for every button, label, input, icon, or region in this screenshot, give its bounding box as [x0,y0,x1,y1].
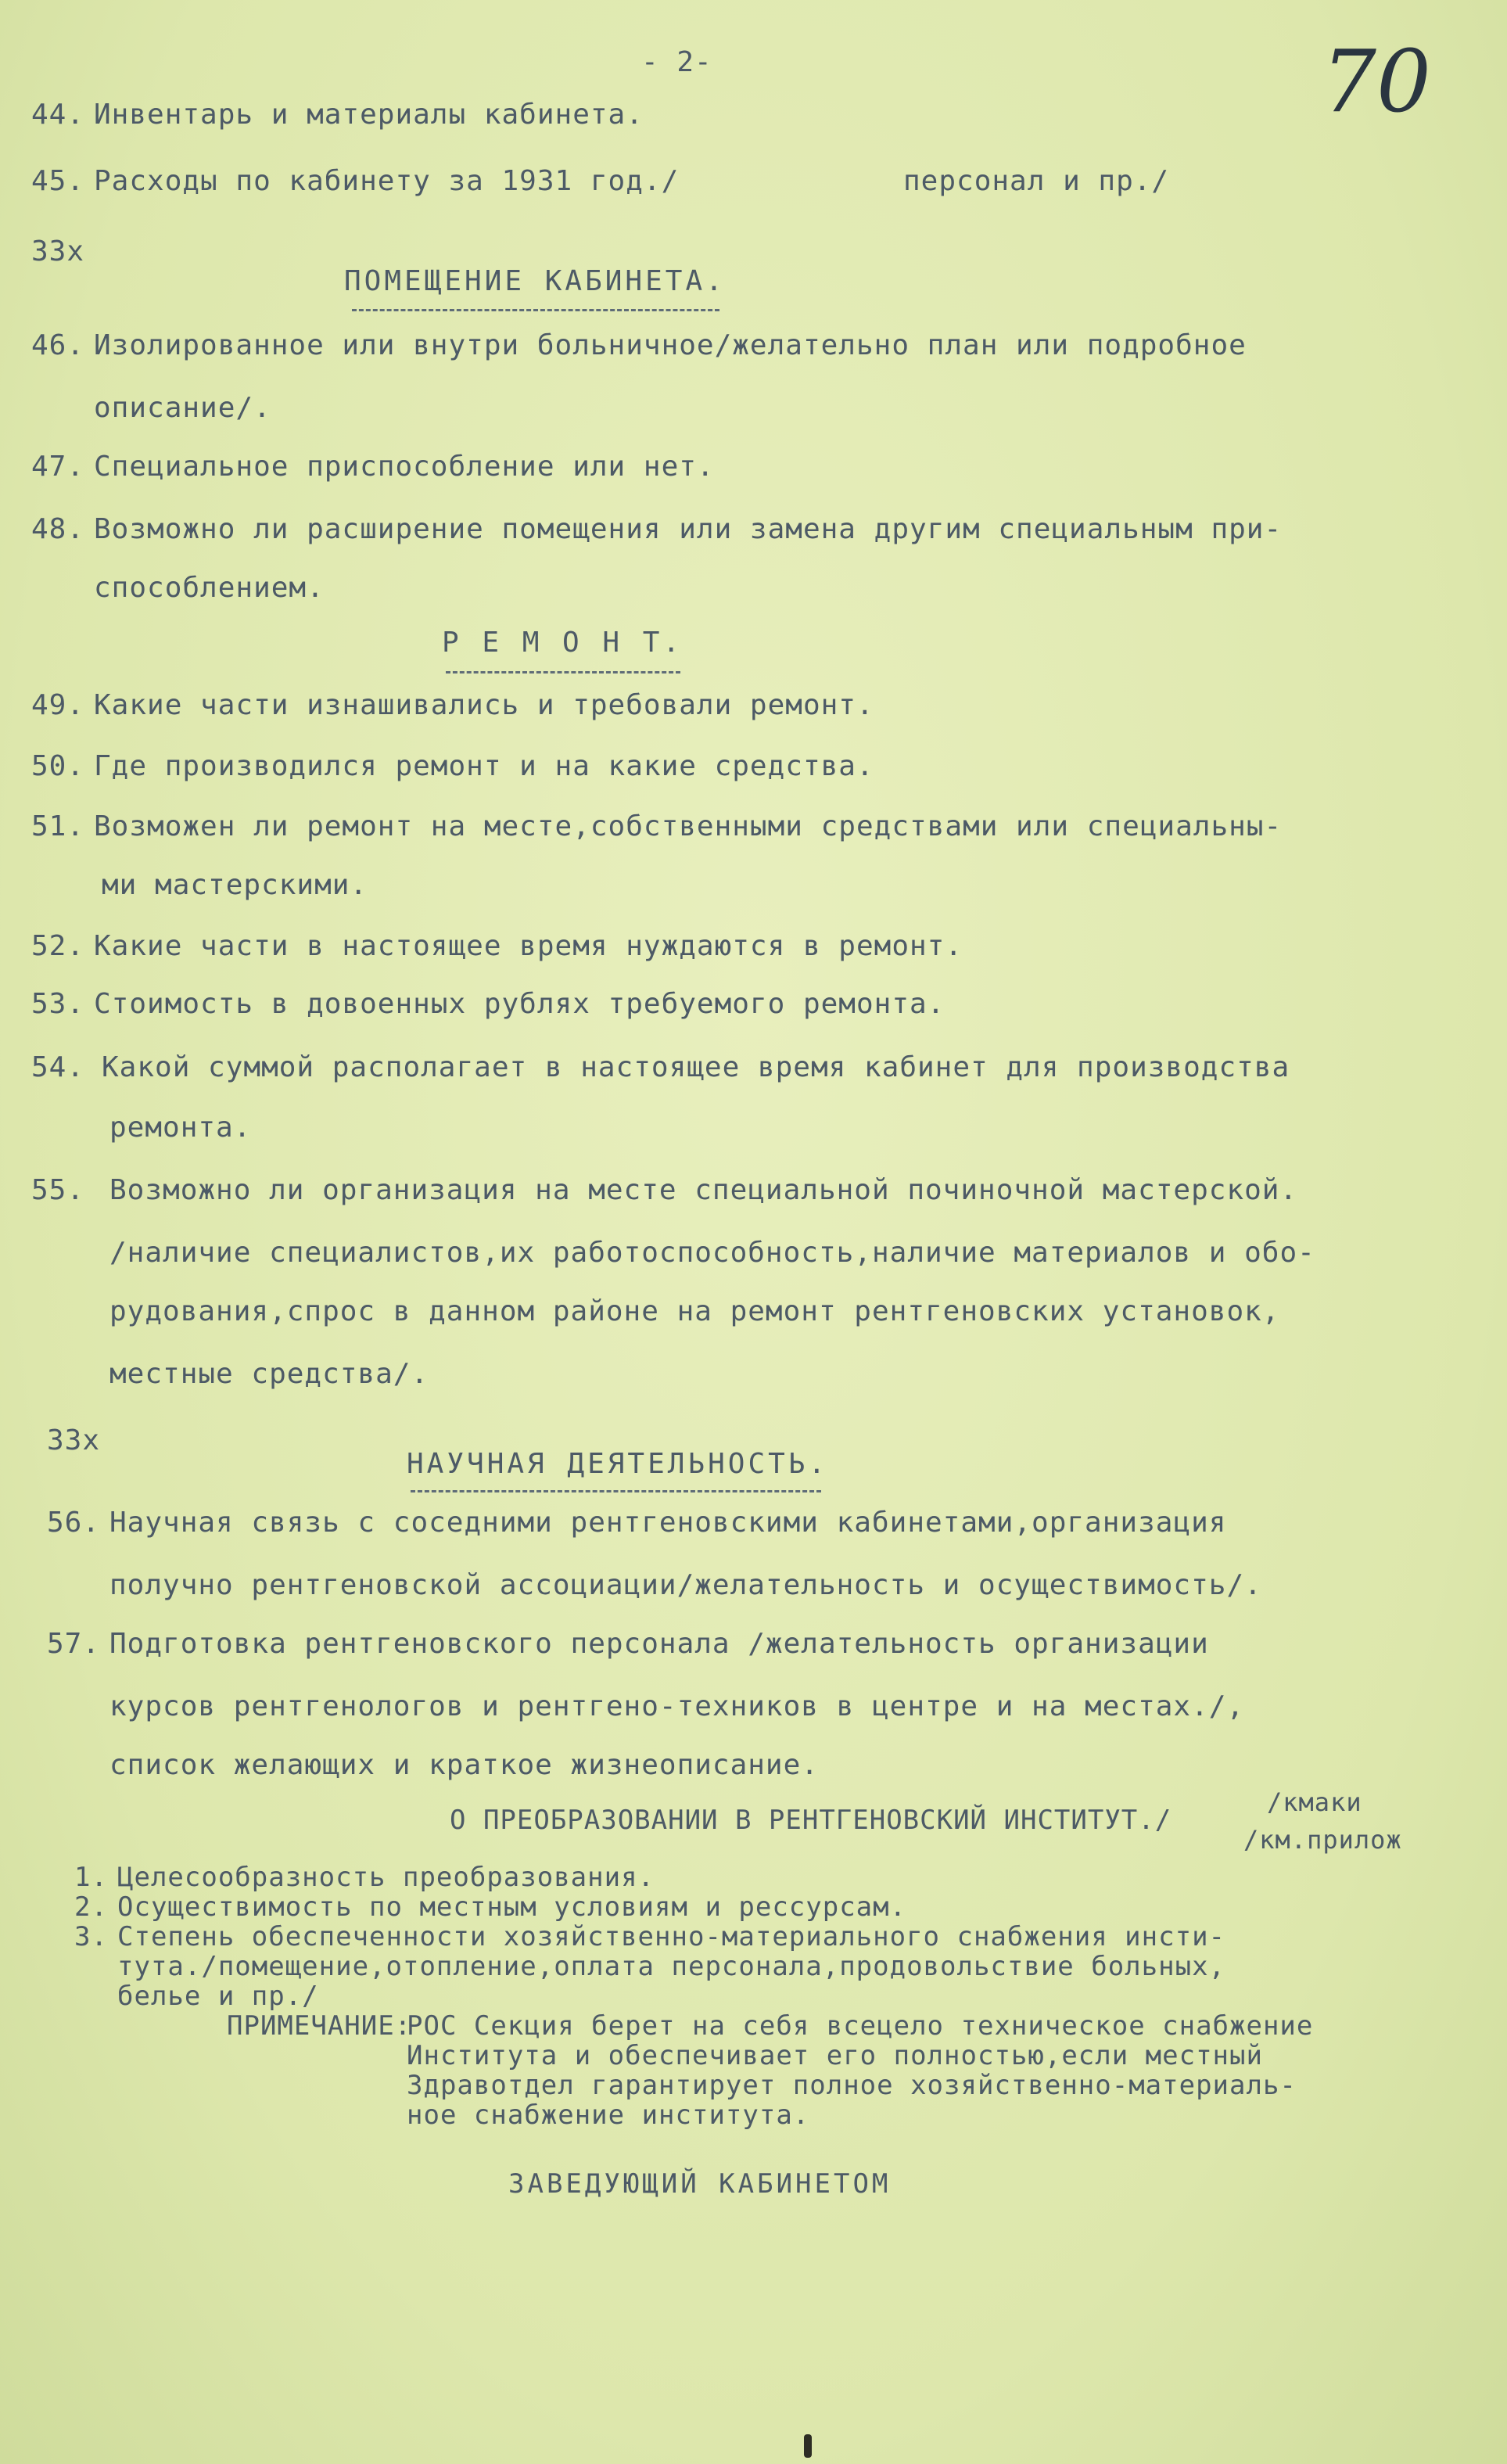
heading-note: /кмаки [1267,1787,1362,1817]
note-label: ПРИМЕЧАНИЕ: [227,2010,412,2042]
item-54-text: Какой суммой располагает в настоящее время кабинет для производства [102,1051,1290,1083]
section-heading-premises: ПОМЕЩЕНИЕ КАБИНЕТА. [344,265,726,297]
item-45-text: Расходы по кабинету за 1931 год./ [94,165,680,197]
item-45-number: 45. [31,165,85,197]
heading-underline [411,1490,821,1492]
section-marker: 33x [47,1424,101,1456]
item-50-number: 50. [31,750,85,782]
item-48-text-line2: способлением. [94,572,325,604]
institute-item-2-number: 2. [74,1891,108,1923]
item-57-text-line3: список желающих и краткое жизнеописание. [109,1749,819,1781]
institute-item-3-text: Степень обеспеченности хозяйственно-материального снабжения инсти- [117,1921,1226,1952]
note-text-line3: Здравотдел гарантирует полное хозяйственно-материаль- [407,2070,1297,2101]
item-49-number: 49. [31,689,85,721]
item-46-text: Изолированное или внутри больничное/желательно план или подробное [94,329,1247,361]
item-45-text-cont: персонал и пр./ [903,165,1170,197]
item-55-number: 55. [31,1174,85,1206]
institute-item-2-text: Осуществимость по местным условиям и рессурсам. [117,1891,907,1923]
item-44-text: Инвентарь и материалы кабинета. [94,99,644,131]
item-47-number: 47. [31,451,85,483]
item-56-text-line2: получно рентгеновской ассоциации/желательность и осуществимость/. [109,1569,1262,1601]
item-55-text-line4: местные средства/. [109,1358,429,1390]
item-46-text-line2: описание/. [94,392,271,424]
item-51-text: Возможен ли ремонт на месте,собственными средствами или специальны- [94,810,1283,842]
item-47-text: Специальное приспособление или нет. [94,451,715,483]
institute-item-3-number: 3. [74,1921,108,1952]
section-heading-repair: Р Е М О Н Т. [442,627,684,659]
heading-note: /км.прилож [1243,1825,1402,1855]
item-55-text-line2: /наличие специалистов,их работоспособность,наличие материалов и обо- [109,1237,1315,1269]
folio-number: 70 [1322,31,1431,131]
heading-underline [446,671,680,673]
note-text: РОС Секция берет на себя всецело техническое снабжение [407,2010,1314,2042]
note-text-line2: Института и обеспечивает его полностью,если местный [407,2040,1263,2071]
item-52-text: Какие части в настоящее время нуждаются в ремонт. [94,930,963,962]
item-51-text-line2: ми мастерскими. [102,869,368,901]
page-number: - 2- [641,46,712,78]
item-48-text: Возможно ли расширение помещения или замена другим специальным при- [94,513,1283,545]
item-52-number: 52. [31,930,85,962]
institute-item-1-number: 1. [74,1862,108,1893]
institute-item-3-text-line2: тута./помещение,отопление,оплата персонала,продовольствие больных, [117,1951,1226,1982]
punch-hole-mark [804,2434,812,2458]
section-heading-institute: О ПРЕОБРАЗОВАНИИ В РЕНТГЕНОВСКИЙ ИНСТИТУТ./ [450,1805,1172,1836]
item-53-text: Стоимость в довоенных рублях требуемого ремонта. [94,988,945,1020]
note-text-line4: ное снабжение института. [407,2099,810,2131]
item-50-text: Где производился ремонт и на какие средства. [94,750,874,782]
item-57-text: Подготовка рентгеновского персонала /желательность организации [109,1628,1209,1660]
item-54-text-line2: ремонта. [109,1112,252,1144]
item-53-number: 53. [31,988,85,1020]
item-55-text: Возможно ли организация на месте специальной починочной мастерской. [109,1174,1298,1206]
item-56-text: Научная связь с соседними рентгеновскими кабинетами,организация [109,1507,1227,1539]
institute-item-1-text: Целесообразность преобразования. [117,1862,655,1893]
item-48-number: 48. [31,513,85,545]
item-46-number: 46. [31,329,85,361]
signature-line: ЗАВЕДУЮЩИЙ КАБИНЕТОМ [508,2168,892,2200]
item-55-text-line3: рудования,спрос в данном районе на ремонт рентгеновских установок, [109,1295,1280,1327]
item-49-text: Какие части изнашивались и требовали ремонт. [94,689,874,721]
item-44-number: 44. [31,99,85,131]
section-heading-science: НАУЧНАЯ ДЕЯТЕЛЬНОСТЬ. [407,1448,829,1480]
item-57-number: 57. [47,1628,101,1660]
heading-underline [352,309,719,311]
item-51-number: 51. [31,810,85,842]
item-57-text-line2: курсов рентгенологов и рентгено-техников в центре и на местах./, [109,1690,1245,1722]
item-54-number: 54. [31,1051,85,1083]
institute-item-3-text-line3: белье и пр./ [117,1981,319,2012]
section-marker: 33x [31,235,85,268]
item-56-number: 56. [47,1507,101,1539]
